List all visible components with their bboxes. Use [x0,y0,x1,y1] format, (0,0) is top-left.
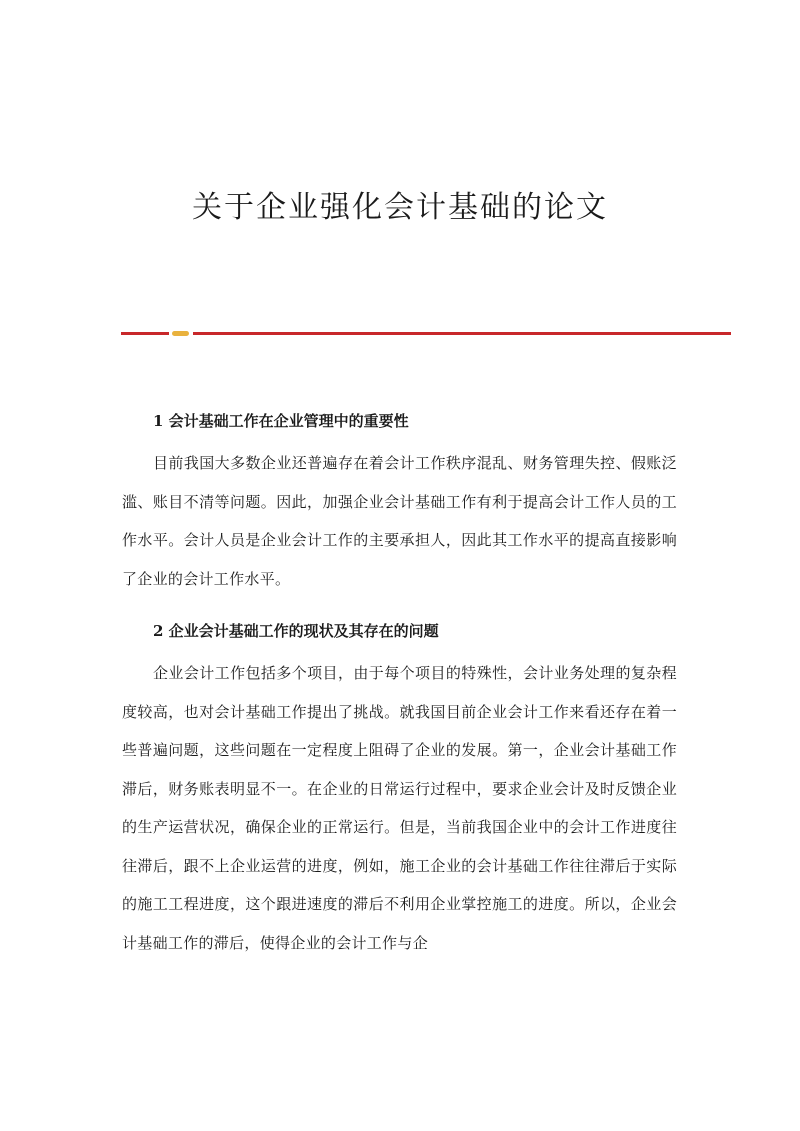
divider-ornament-icon [172,331,189,336]
section-heading-2: 2 企业会计基础工作的现状及其存在的问题 [153,622,439,640]
divider-line-right [193,332,731,335]
document-body [122,398,677,972]
section-1-paragraph: 目前我国大多数企业还普遍存在着会计工作秩序混乱、财务管理失控、假账泛滥、账目不清等问题。因此，加强企业会计基础工作有利于提高会计工作人员的工作水平。会计人员是企业会计工作的主要承担人，因此其工作水平的提高直接影响了企业的会计工作水平。 [122,454,677,588]
divider-line-left [121,332,169,335]
section-heading-1: 1 会计基础工作在企业管理中的重要性 [153,412,409,430]
page-title: 关于企业强化会计基础的论文 [192,190,608,225]
section-2-paragraph: 企业会计工作包括多个项目，由于每个项目的特殊性，会计业务处理的复杂程度较高，也对会计基础工作提出了挑战。就我国目前企业会计工作来看还存在着一些普遍问题，这些问题在一定程度上阻碍了企业的发展。第一，企业会计基础工作滞后，财务账表明显不一。在企业的日常运行过程中，要求企业会计及时反馈企业的生产运营状况，确保企业的正常运行。但是，当前我国企业中的会计工作进度往往滞后，跟不上企业运营的进度，例如，施工企业的会计基础工作往往滞后于实际的施工工程进度，这个跟进速度的滞后不利用企业掌控施工的进度。所以，企业会计基础工作的滞后，使得企业的会计工作与企 [122,664,677,952]
title-divider [121,331,731,335]
